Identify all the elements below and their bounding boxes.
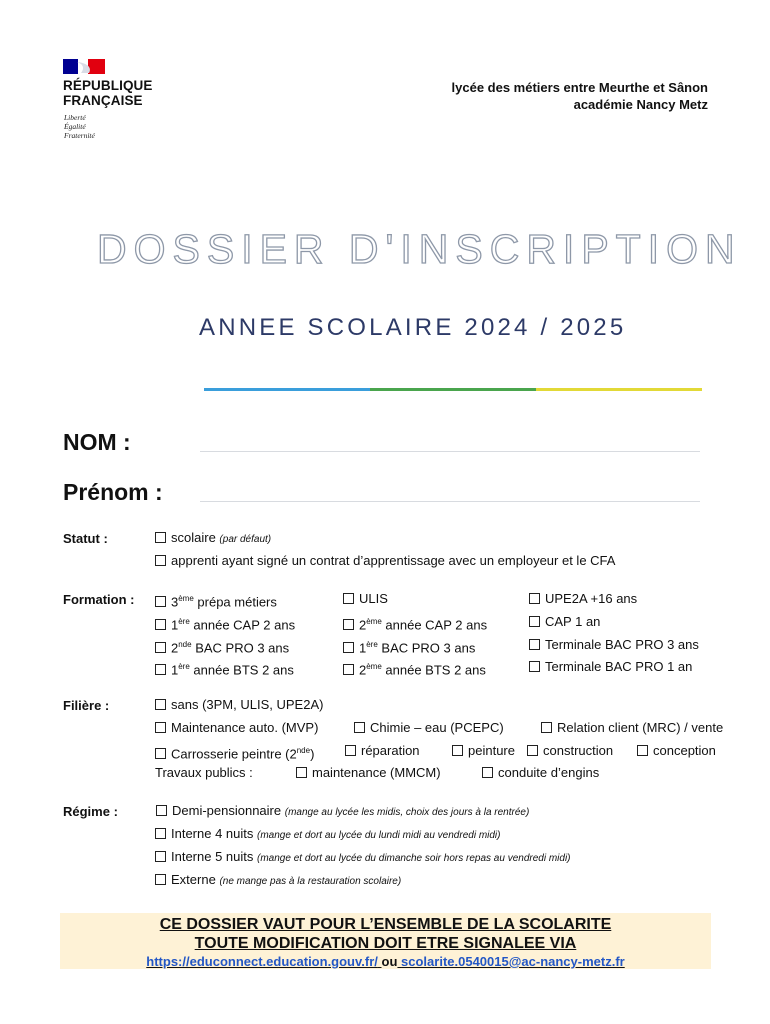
formation-cap1an-option[interactable]	[529, 614, 600, 630]
footer-line1: CE DOSSIER VAUT POUR L’ENSEMBLE DE LA SCOLARITE	[159, 916, 612, 933]
checkbox-icon[interactable]	[155, 699, 166, 710]
filiere-construction-option[interactable]	[527, 743, 613, 759]
formation-1bacpro-option[interactable]	[343, 637, 475, 656]
option-sup: ère	[366, 640, 378, 649]
option-text: Externe	[171, 872, 216, 887]
formation-2bacpro-option[interactable]	[155, 637, 289, 656]
checkbox-icon[interactable]	[155, 874, 166, 885]
option-text: 2	[359, 617, 367, 633]
option-text: 1	[171, 662, 179, 678]
prenom-input-line[interactable]	[200, 501, 700, 502]
school-name: lycée des métiers entre Meurthe et Sânon	[451, 80, 708, 95]
checkbox-icon[interactable]	[155, 722, 166, 733]
school-year-title: ANNEE SCOLAIRE 2024 / 2025	[199, 314, 627, 341]
regime-demipension-option[interactable]	[156, 803, 529, 821]
filiere-mmcm-option[interactable]	[296, 765, 441, 781]
checkbox-icon[interactable]	[155, 851, 166, 862]
filiere-carrosserie-label	[155, 743, 314, 762]
regime-interne5-option[interactable]	[155, 849, 571, 867]
filiere-label: Filière :	[63, 698, 110, 713]
filiere-mrc-option[interactable]	[541, 720, 723, 736]
option-text: Maintenance auto. (MVP)	[171, 720, 319, 735]
filiere-mvp-option[interactable]	[155, 720, 318, 736]
filiere-conception-option[interactable]	[637, 743, 716, 759]
formation-3pm-option[interactable]	[155, 591, 277, 610]
checkbox-icon[interactable]	[343, 619, 354, 630]
filiere-reparation-option[interactable]	[345, 743, 420, 759]
formation-1cap-option[interactable]	[155, 614, 295, 633]
option-note: (par défaut)	[219, 534, 272, 545]
option-text: peinture	[468, 743, 515, 758]
checkbox-icon[interactable]	[155, 828, 166, 839]
option-text: Terminale BAC PRO 3 ans	[545, 637, 699, 652]
statut-label: Statut :	[63, 531, 108, 546]
option-text: ULIS	[359, 591, 388, 606]
option-text: année BTS 2 ans	[381, 662, 486, 678]
checkbox-icon[interactable]	[482, 767, 493, 778]
option-text: Relation client (MRC) / vente	[557, 720, 724, 735]
filiere-peinture-option[interactable]	[452, 743, 515, 759]
option-text: Terminale BAC PRO 1 an	[545, 659, 693, 674]
option-sup: ème	[366, 662, 382, 671]
motto-liberte: Liberté	[64, 113, 86, 122]
prenom-label: Prénom :	[63, 479, 163, 505]
checkbox-icon[interactable]	[296, 767, 307, 778]
motto-egalite: Égalité	[64, 122, 86, 131]
accent-bar-yellow	[536, 388, 702, 391]
checkbox-icon[interactable]	[155, 555, 166, 566]
option-text: UPE2A +16 ans	[545, 591, 638, 606]
option-text: année CAP 2 ans	[381, 617, 488, 633]
checkbox-icon[interactable]	[527, 745, 538, 756]
filiere-engins-option[interactable]	[482, 765, 599, 781]
option-text: année CAP 2 ans	[189, 617, 296, 633]
checkbox-icon[interactable]	[155, 748, 166, 759]
checkbox-icon[interactable]	[541, 722, 552, 733]
checkbox-icon[interactable]	[155, 642, 166, 653]
option-text: Interne 5 nuits	[171, 849, 254, 864]
option-sup: ème	[178, 594, 194, 603]
filiere-tp-label: Travaux publics :	[155, 765, 253, 780]
regime-interne4-option[interactable]	[155, 826, 500, 844]
footer-separator: ou	[381, 954, 398, 969]
option-sup: nde	[296, 746, 311, 755]
option-text: 1	[359, 640, 367, 656]
option-text: BAC PRO 3 ans	[377, 640, 476, 656]
checkbox-icon[interactable]	[156, 805, 167, 816]
regime-label: Régime :	[63, 804, 118, 819]
accent-bar-green	[370, 388, 536, 391]
checkbox-icon[interactable]	[529, 616, 540, 627]
option-sup: nde	[178, 640, 192, 649]
checkbox-icon[interactable]	[343, 642, 354, 653]
checkbox-icon[interactable]	[637, 745, 648, 756]
formation-2cap-option[interactable]	[343, 614, 487, 633]
option-text: conduite d’engins	[498, 765, 600, 780]
option-text: Carrosserie peintre (2	[171, 746, 297, 762]
option-text: Demi-pensionnaire	[172, 803, 282, 818]
marianne-flag-icon	[63, 59, 105, 74]
formation-label: Formation :	[63, 592, 135, 607]
checkbox-icon[interactable]	[452, 745, 463, 756]
formation-1bts-option[interactable]	[155, 659, 294, 678]
option-note: (ne mange pas à la restauration scolaire)	[219, 876, 402, 887]
checkbox-icon[interactable]	[343, 664, 354, 675]
formation-tbacpro1-option[interactable]	[529, 659, 692, 675]
nom-label: NOM :	[63, 429, 131, 455]
checkbox-icon[interactable]	[529, 661, 540, 672]
formation-2bts-option[interactable]	[343, 659, 486, 678]
statut-scolaire-option[interactable]	[155, 530, 271, 548]
checkbox-icon[interactable]	[345, 745, 356, 756]
accent-bar-blue	[204, 388, 370, 391]
document-title: DOSSIER D'INSCRIPTION	[97, 226, 742, 272]
option-text: année BTS 2 ans	[189, 662, 294, 678]
checkbox-icon[interactable]	[529, 639, 540, 650]
formation-ulis-option[interactable]	[343, 591, 388, 607]
checkbox-icon[interactable]	[354, 722, 365, 733]
filiere-sans-option[interactable]	[155, 697, 323, 713]
motto-fraternite: Fraternité	[64, 131, 95, 140]
regime-externe-option[interactable]	[155, 872, 401, 890]
option-text: 1	[171, 617, 179, 633]
option-text: 2	[171, 640, 179, 656]
option-note: (mange au lycée les midis, choix des jours à la rentrée)	[284, 807, 530, 818]
email-link[interactable]: scolarite.0540015@ac-nancy-metz.fr	[401, 954, 625, 969]
filiere-chimie-option[interactable]	[354, 720, 504, 736]
option-note: (mange et dort au lycée du lundi midi au vendredi midi)	[257, 830, 501, 841]
option-text: )	[310, 746, 315, 762]
option-label: apprenti ayant signé un contrat d’apprentissage avec un employeur et le CFA	[171, 553, 616, 568]
option-sup: ère	[178, 617, 190, 626]
checkbox-icon[interactable]	[529, 593, 540, 604]
option-note: (mange et dort au lycée du dimanche soir hors repas au vendredi midi)	[257, 853, 571, 864]
option-text: CAP 1 an	[545, 614, 601, 629]
educonnect-link[interactable]: https://educonnect.education.gouv.fr/	[146, 954, 378, 969]
checkbox-icon[interactable]	[343, 593, 354, 604]
formation-upe2a-option[interactable]	[529, 591, 637, 607]
option-label: scolaire	[171, 530, 216, 545]
option-text: Interne 4 nuits	[171, 826, 254, 841]
logo-line2: FRANÇAISE	[63, 93, 143, 108]
statut-apprenti-option[interactable]	[155, 553, 615, 569]
option-sup: ère	[178, 662, 190, 671]
option-text: BAC PRO 3 ans	[191, 640, 290, 656]
checkbox-icon[interactable]	[155, 532, 166, 543]
footer-links	[60, 954, 711, 969]
option-text: construction	[543, 743, 614, 758]
option-text: 3	[171, 594, 179, 610]
option-text: Chimie – eau (PCEPC)	[370, 720, 504, 735]
nom-input-line[interactable]	[200, 451, 700, 452]
option-text: sans (3PM, ULIS, UPE2A)	[171, 697, 324, 712]
checkbox-icon[interactable]	[155, 596, 166, 607]
logo-line1: RÉPUBLIQUE	[63, 78, 153, 93]
option-sup: ème	[366, 617, 382, 626]
academy-name: académie Nancy Metz	[573, 97, 708, 112]
formation-tbacpro3-option[interactable]	[529, 637, 699, 653]
footer-notice	[60, 913, 711, 969]
footer-line2: TOUTE MODIFICATION DOIT ETRE SIGNALEE VIA	[194, 935, 577, 952]
option-text: prépa métiers	[193, 594, 277, 610]
checkbox-icon[interactable]	[155, 664, 166, 675]
option-text: 2	[359, 662, 367, 678]
option-text: maintenance (MMCM)	[312, 765, 441, 780]
option-text: réparation	[361, 743, 420, 758]
option-text: conception	[653, 743, 716, 758]
checkbox-icon[interactable]	[155, 619, 166, 630]
